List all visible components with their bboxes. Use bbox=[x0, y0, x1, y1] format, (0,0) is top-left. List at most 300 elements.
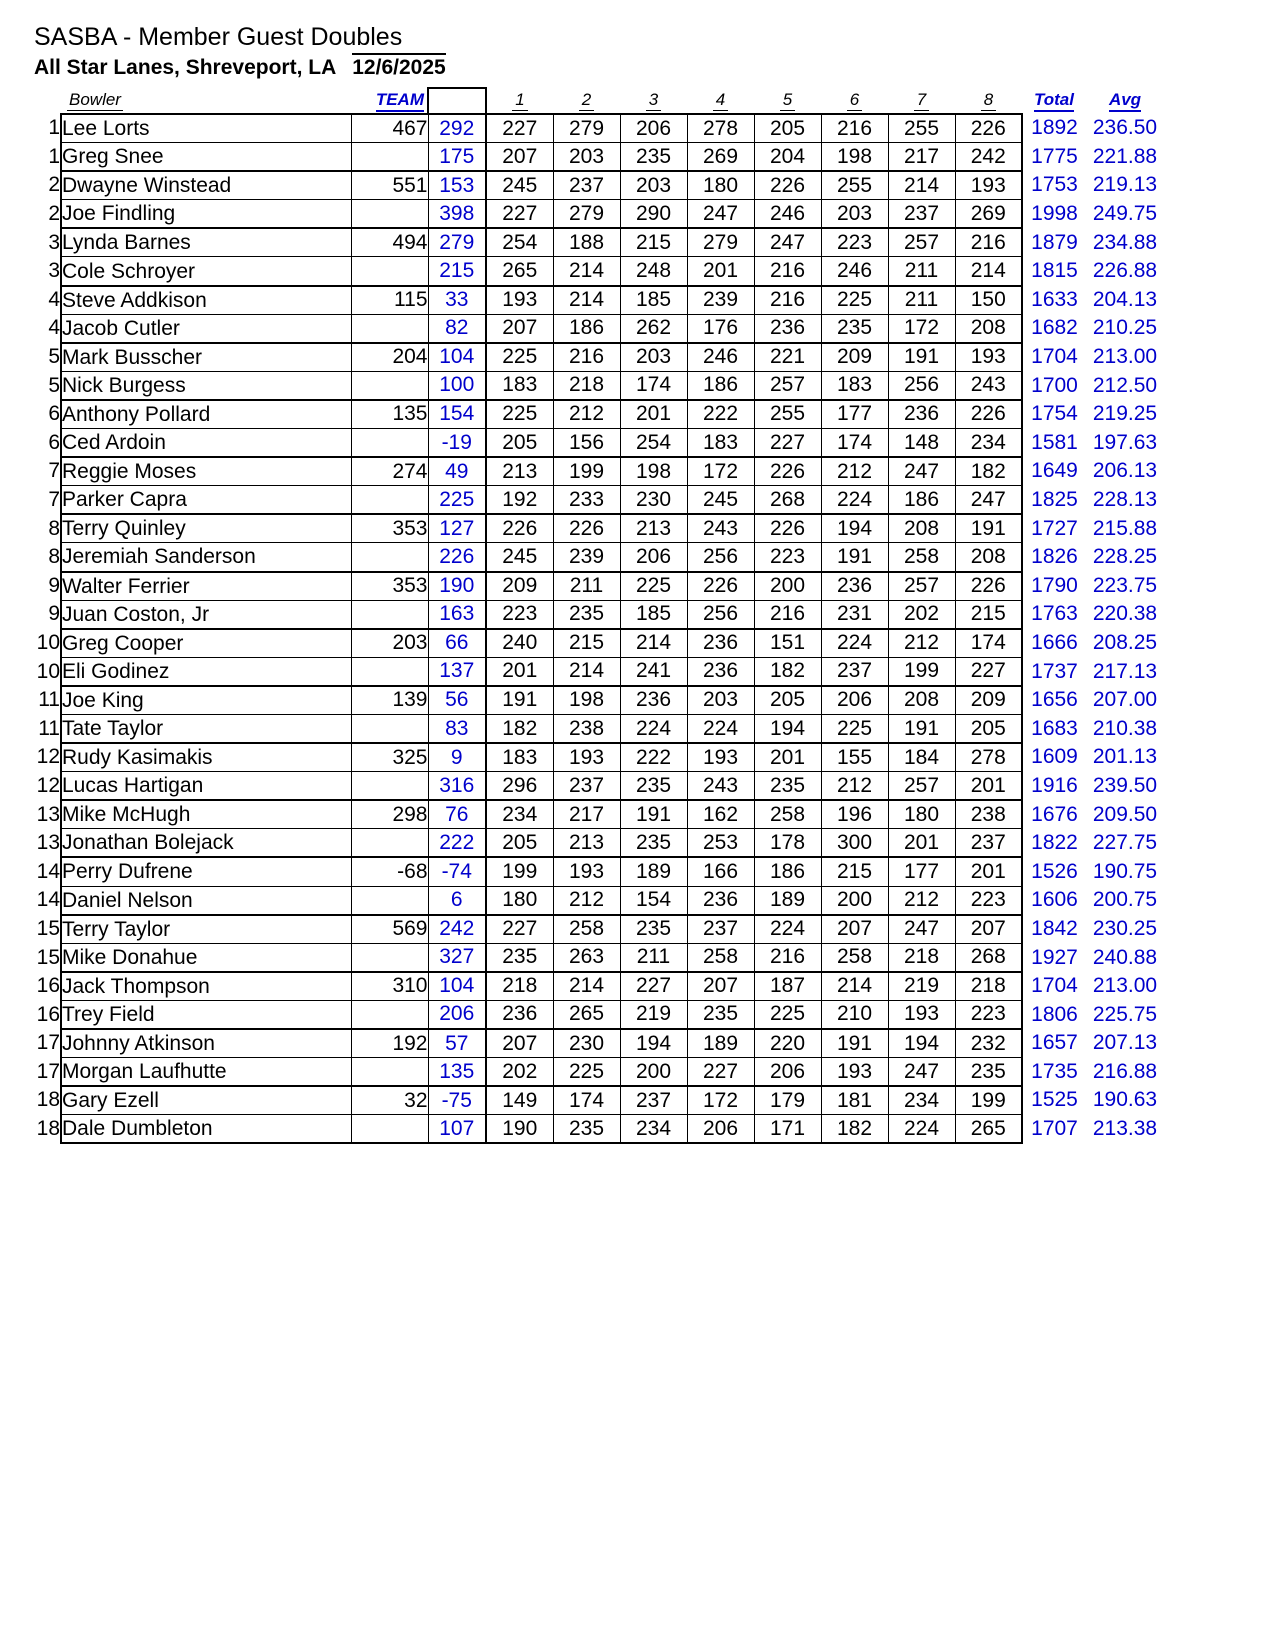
game-score-3: 235 bbox=[620, 829, 687, 858]
game-score-4: 166 bbox=[687, 857, 754, 886]
handicap-value: 6 bbox=[428, 886, 486, 915]
row-rank: 16 bbox=[36, 974, 60, 998]
total-score: 1606 bbox=[1031, 888, 1078, 912]
row-rank: 7 bbox=[48, 488, 60, 512]
game-score-1: 245 bbox=[486, 171, 553, 200]
game-score-2: 214 bbox=[553, 257, 620, 286]
handicap-value: 107 bbox=[428, 1115, 486, 1144]
handicap-value: 154 bbox=[428, 400, 486, 429]
game-score-3: 203 bbox=[620, 343, 687, 372]
game-score-3: 237 bbox=[620, 1086, 687, 1115]
handicap-value: -19 bbox=[428, 429, 486, 458]
game-score-1: 192 bbox=[486, 486, 553, 515]
game-score-1: 183 bbox=[486, 743, 553, 772]
game-score-2: 193 bbox=[553, 743, 620, 772]
game-score-7: 257 bbox=[888, 572, 955, 601]
game-score-5: 189 bbox=[754, 886, 821, 915]
game-score-6: 300 bbox=[821, 829, 888, 858]
game-score-1: 207 bbox=[486, 143, 553, 172]
game-score-7: 211 bbox=[888, 257, 955, 286]
table-row bbox=[33, 200, 1164, 229]
game-score-5: 206 bbox=[754, 1058, 821, 1087]
row-rank: 9 bbox=[48, 573, 60, 597]
game-score-6: 212 bbox=[821, 457, 888, 486]
game-score-1: 193 bbox=[486, 286, 553, 315]
total-score: 1609 bbox=[1031, 745, 1078, 769]
game-score-6: 225 bbox=[821, 714, 888, 743]
game-score-2: 233 bbox=[553, 486, 620, 515]
team-score: 135 bbox=[351, 400, 428, 429]
game-score-6: 237 bbox=[821, 657, 888, 686]
game-score-8: 193 bbox=[955, 171, 1022, 200]
row-rank: 6 bbox=[48, 430, 60, 454]
game-score-6: 183 bbox=[821, 371, 888, 400]
row-rank: 17 bbox=[36, 1059, 60, 1083]
game-score-4: 237 bbox=[687, 915, 754, 944]
table-row bbox=[33, 228, 1164, 257]
game-score-8: 227 bbox=[955, 657, 1022, 686]
table-row bbox=[33, 314, 1164, 343]
game-score-6: 214 bbox=[821, 972, 888, 1001]
game-score-2: 214 bbox=[553, 972, 620, 1001]
game-score-1: 245 bbox=[486, 543, 553, 572]
game-score-6: 246 bbox=[821, 257, 888, 286]
team-score: -68 bbox=[351, 857, 428, 886]
game-score-6: 235 bbox=[821, 314, 888, 343]
game-score-2: 217 bbox=[553, 800, 620, 829]
total-score: 1657 bbox=[1031, 1031, 1078, 1055]
average-score: 219.13 bbox=[1092, 173, 1158, 197]
row-rank: 5 bbox=[48, 373, 60, 397]
game-score-3: 200 bbox=[620, 1058, 687, 1087]
game-score-1: 149 bbox=[486, 1086, 553, 1115]
row-rank: 8 bbox=[48, 516, 60, 540]
bowler-name: Terry Taylor bbox=[61, 915, 351, 944]
handicap-value: 127 bbox=[428, 514, 486, 543]
game-score-7: 247 bbox=[888, 915, 955, 944]
table-row bbox=[33, 943, 1164, 972]
total-score: 1727 bbox=[1031, 516, 1078, 540]
game-score-7: 199 bbox=[888, 657, 955, 686]
game-score-5: 201 bbox=[754, 743, 821, 772]
header-handicap bbox=[428, 88, 486, 114]
team-score bbox=[351, 200, 428, 229]
game-score-5: 235 bbox=[754, 772, 821, 801]
game-score-2: 235 bbox=[553, 1115, 620, 1144]
game-score-8: 216 bbox=[955, 228, 1022, 257]
game-score-1: 227 bbox=[486, 200, 553, 229]
game-score-3: 235 bbox=[620, 143, 687, 172]
game-score-5: 246 bbox=[754, 200, 821, 229]
total-score: 1666 bbox=[1031, 630, 1078, 654]
team-score: 551 bbox=[351, 171, 428, 200]
bowler-name: Jack Thompson bbox=[61, 972, 351, 1001]
average-score: 219.25 bbox=[1092, 402, 1158, 426]
average-score: 197.63 bbox=[1092, 430, 1158, 454]
header-team-label: TEAM bbox=[376, 90, 424, 112]
bowler-name: Trey Field bbox=[61, 1000, 351, 1029]
game-score-7: 186 bbox=[888, 486, 955, 515]
game-score-6: 212 bbox=[821, 772, 888, 801]
game-score-8: 150 bbox=[955, 286, 1022, 315]
team-score bbox=[351, 486, 428, 515]
game-score-5: 178 bbox=[754, 829, 821, 858]
game-score-8: 237 bbox=[955, 829, 1022, 858]
handicap-value: 215 bbox=[428, 257, 486, 286]
game-score-2: 198 bbox=[553, 686, 620, 715]
bowler-name: Lynda Barnes bbox=[61, 228, 351, 257]
game-score-6: 194 bbox=[821, 514, 888, 543]
game-score-3: 191 bbox=[620, 800, 687, 829]
row-rank: 17 bbox=[36, 1031, 60, 1055]
game-score-4: 243 bbox=[687, 772, 754, 801]
game-score-6: 193 bbox=[821, 1058, 888, 1087]
bowler-name: Joe Findling bbox=[61, 200, 351, 229]
game-score-5: 179 bbox=[754, 1086, 821, 1115]
table-row bbox=[33, 543, 1164, 572]
team-score bbox=[351, 772, 428, 801]
handicap-value: 76 bbox=[428, 800, 486, 829]
header-game-2: 2 bbox=[553, 88, 620, 114]
bowler-name: Lee Lorts bbox=[61, 114, 351, 143]
bowler-name: Eli Godinez bbox=[61, 657, 351, 686]
average-score: 213.38 bbox=[1092, 1117, 1158, 1141]
scores-table bbox=[33, 87, 1165, 1144]
total-score: 1998 bbox=[1031, 202, 1078, 226]
header-game-7: 7 bbox=[888, 88, 955, 114]
table-row bbox=[33, 486, 1164, 515]
bowler-name: Rudy Kasimakis bbox=[61, 743, 351, 772]
team-score: 353 bbox=[351, 572, 428, 601]
average-score: 213.00 bbox=[1092, 345, 1158, 369]
game-score-2: 239 bbox=[553, 543, 620, 572]
game-score-5: 220 bbox=[754, 1029, 821, 1058]
total-score: 1682 bbox=[1031, 316, 1078, 340]
row-rank: 13 bbox=[36, 802, 60, 826]
game-score-7: 236 bbox=[888, 400, 955, 429]
average-score: 226.88 bbox=[1092, 259, 1158, 283]
game-score-4: 172 bbox=[687, 1086, 754, 1115]
game-score-8: 226 bbox=[955, 400, 1022, 429]
total-score: 1825 bbox=[1031, 488, 1078, 512]
handicap-value: 279 bbox=[428, 228, 486, 257]
handicap-value: 398 bbox=[428, 200, 486, 229]
row-rank: 18 bbox=[36, 1088, 60, 1112]
game-score-3: 215 bbox=[620, 228, 687, 257]
header-team bbox=[351, 88, 428, 114]
total-score: 1753 bbox=[1031, 173, 1078, 197]
game-score-5: 205 bbox=[754, 686, 821, 715]
game-score-1: 225 bbox=[486, 400, 553, 429]
total-score: 1842 bbox=[1031, 916, 1078, 940]
game-score-7: 201 bbox=[888, 829, 955, 858]
average-score: 228.25 bbox=[1092, 545, 1158, 569]
row-rank: 13 bbox=[36, 831, 60, 855]
table-row bbox=[33, 600, 1164, 629]
game-score-4: 243 bbox=[687, 514, 754, 543]
total-score: 1822 bbox=[1031, 831, 1078, 855]
game-score-1: 223 bbox=[486, 600, 553, 629]
team-score bbox=[351, 600, 428, 629]
game-score-7: 208 bbox=[888, 514, 955, 543]
row-rank: 11 bbox=[38, 716, 60, 740]
average-score: 221.88 bbox=[1092, 144, 1158, 168]
game-score-5: 226 bbox=[754, 514, 821, 543]
team-score: 32 bbox=[351, 1086, 428, 1115]
team-score bbox=[351, 143, 428, 172]
game-score-5: 171 bbox=[754, 1115, 821, 1144]
game-score-3: 185 bbox=[620, 600, 687, 629]
bowler-name: Mike Donahue bbox=[61, 943, 351, 972]
row-rank: 18 bbox=[36, 1117, 60, 1141]
game-score-6: 177 bbox=[821, 400, 888, 429]
total-score: 1683 bbox=[1031, 716, 1078, 740]
game-score-5: 216 bbox=[754, 286, 821, 315]
average-score: 223.75 bbox=[1092, 573, 1158, 597]
game-score-8: 201 bbox=[955, 857, 1022, 886]
team-score bbox=[351, 257, 428, 286]
game-score-2: 188 bbox=[553, 228, 620, 257]
average-score: 213.00 bbox=[1092, 974, 1158, 998]
total-score: 1700 bbox=[1031, 373, 1078, 397]
game-score-6: 174 bbox=[821, 429, 888, 458]
game-score-7: 247 bbox=[888, 457, 955, 486]
bowler-name: Nick Burgess bbox=[61, 371, 351, 400]
team-score: 139 bbox=[351, 686, 428, 715]
total-score: 1790 bbox=[1031, 573, 1078, 597]
game-score-8: 223 bbox=[955, 886, 1022, 915]
game-score-8: 214 bbox=[955, 257, 1022, 286]
game-score-8: 226 bbox=[955, 572, 1022, 601]
game-score-3: 211 bbox=[620, 943, 687, 972]
game-score-1: 226 bbox=[486, 514, 553, 543]
bowler-name: Johnny Atkinson bbox=[61, 1029, 351, 1058]
game-score-2: 186 bbox=[553, 314, 620, 343]
row-rank: 10 bbox=[36, 630, 60, 654]
game-score-6: 198 bbox=[821, 143, 888, 172]
game-score-3: 262 bbox=[620, 314, 687, 343]
table-row bbox=[33, 800, 1164, 829]
row-rank: 14 bbox=[36, 859, 60, 883]
game-score-5: 223 bbox=[754, 543, 821, 572]
row-rank: 3 bbox=[48, 230, 60, 254]
bowler-name: Dale Dumbleton bbox=[61, 1115, 351, 1144]
game-score-1: 218 bbox=[486, 972, 553, 1001]
table-row bbox=[33, 915, 1164, 944]
game-score-2: 203 bbox=[553, 143, 620, 172]
game-score-5: 221 bbox=[754, 343, 821, 372]
game-score-6: 191 bbox=[821, 543, 888, 572]
handicap-value: 49 bbox=[428, 457, 486, 486]
game-score-2: 225 bbox=[553, 1058, 620, 1087]
game-score-7: 224 bbox=[888, 1115, 955, 1144]
game-score-6: 224 bbox=[821, 486, 888, 515]
row-rank: 2 bbox=[48, 202, 60, 226]
table-row bbox=[33, 972, 1164, 1001]
average-score: 204.13 bbox=[1092, 287, 1158, 311]
game-score-3: 227 bbox=[620, 972, 687, 1001]
average-score: 225.75 bbox=[1092, 1002, 1158, 1026]
game-score-1: 234 bbox=[486, 800, 553, 829]
game-score-3: 206 bbox=[620, 114, 687, 143]
row-rank: 1 bbox=[48, 116, 60, 140]
bowler-name: Morgan Laufhutte bbox=[61, 1058, 351, 1087]
header-avg: Avg bbox=[1086, 88, 1164, 114]
total-score: 1633 bbox=[1031, 287, 1078, 311]
game-score-7: 212 bbox=[888, 629, 955, 658]
game-score-6: 182 bbox=[821, 1115, 888, 1144]
game-score-4: 186 bbox=[687, 371, 754, 400]
bowler-name: Cole Schroyer bbox=[61, 257, 351, 286]
team-score: 353 bbox=[351, 514, 428, 543]
game-score-4: 278 bbox=[687, 114, 754, 143]
header-game-3: 3 bbox=[620, 88, 687, 114]
average-score: 236.50 bbox=[1092, 116, 1158, 140]
game-score-1: 207 bbox=[486, 314, 553, 343]
handicap-value: 225 bbox=[428, 486, 486, 515]
game-score-1: 240 bbox=[486, 629, 553, 658]
table-row bbox=[33, 1029, 1164, 1058]
table-row bbox=[33, 286, 1164, 315]
bowler-name: Jeremiah Sanderson bbox=[61, 543, 351, 572]
game-score-4: 201 bbox=[687, 257, 754, 286]
average-score: 207.13 bbox=[1092, 1031, 1158, 1055]
game-score-5: 247 bbox=[754, 228, 821, 257]
game-score-6: 258 bbox=[821, 943, 888, 972]
game-score-5: 187 bbox=[754, 972, 821, 1001]
handicap-value: 190 bbox=[428, 572, 486, 601]
game-score-5: 182 bbox=[754, 657, 821, 686]
team-score bbox=[351, 371, 428, 400]
game-score-1: 190 bbox=[486, 1115, 553, 1144]
game-score-8: 218 bbox=[955, 972, 1022, 1001]
game-score-7: 234 bbox=[888, 1086, 955, 1115]
game-score-1: 207 bbox=[486, 1029, 553, 1058]
game-score-7: 219 bbox=[888, 972, 955, 1001]
game-score-3: 201 bbox=[620, 400, 687, 429]
team-score bbox=[351, 1115, 428, 1144]
row-rank: 5 bbox=[48, 345, 60, 369]
game-score-6: 191 bbox=[821, 1029, 888, 1058]
game-score-2: 214 bbox=[553, 286, 620, 315]
game-score-6: 255 bbox=[821, 171, 888, 200]
game-score-5: 224 bbox=[754, 915, 821, 944]
game-score-6: 224 bbox=[821, 629, 888, 658]
game-score-3: 189 bbox=[620, 857, 687, 886]
team-score bbox=[351, 429, 428, 458]
header-game-4: 4 bbox=[687, 88, 754, 114]
game-score-8: 207 bbox=[955, 915, 1022, 944]
game-score-6: 231 bbox=[821, 600, 888, 629]
team-score: 274 bbox=[351, 457, 428, 486]
game-score-3: 224 bbox=[620, 714, 687, 743]
game-score-4: 183 bbox=[687, 429, 754, 458]
game-score-1: 235 bbox=[486, 943, 553, 972]
bowler-name: Reggie Moses bbox=[61, 457, 351, 486]
game-score-4: 256 bbox=[687, 543, 754, 572]
game-score-8: 268 bbox=[955, 943, 1022, 972]
table-row bbox=[33, 343, 1164, 372]
team-score: 569 bbox=[351, 915, 428, 944]
event-date: 12/6/2025 bbox=[352, 53, 445, 81]
game-score-4: 258 bbox=[687, 943, 754, 972]
average-score: 217.13 bbox=[1092, 659, 1158, 683]
header-game-6: 6 bbox=[821, 88, 888, 114]
game-score-3: 194 bbox=[620, 1029, 687, 1058]
handicap-value: 104 bbox=[428, 343, 486, 372]
team-score bbox=[351, 657, 428, 686]
average-score: 228.13 bbox=[1092, 488, 1158, 512]
game-score-6: 155 bbox=[821, 743, 888, 772]
game-score-2: 279 bbox=[553, 200, 620, 229]
game-score-3: 254 bbox=[620, 429, 687, 458]
game-score-5: 186 bbox=[754, 857, 821, 886]
table-row bbox=[33, 114, 1164, 143]
game-score-4: 180 bbox=[687, 171, 754, 200]
game-score-7: 257 bbox=[888, 772, 955, 801]
table-row bbox=[33, 657, 1164, 686]
row-rank: 14 bbox=[36, 888, 60, 912]
header-row bbox=[33, 88, 1164, 114]
game-score-3: 213 bbox=[620, 514, 687, 543]
game-score-1: 227 bbox=[486, 114, 553, 143]
average-score: 249.75 bbox=[1092, 202, 1158, 226]
average-score: 227.75 bbox=[1092, 831, 1158, 855]
game-score-1: 201 bbox=[486, 657, 553, 686]
header-game-5: 5 bbox=[754, 88, 821, 114]
table-row bbox=[33, 257, 1164, 286]
game-score-7: 211 bbox=[888, 286, 955, 315]
game-score-8: 208 bbox=[955, 314, 1022, 343]
total-score: 1815 bbox=[1031, 259, 1078, 283]
game-score-4: 227 bbox=[687, 1058, 754, 1087]
game-score-7: 148 bbox=[888, 429, 955, 458]
header-total: Total bbox=[1022, 88, 1086, 114]
total-score: 1927 bbox=[1031, 945, 1078, 969]
game-score-8: 226 bbox=[955, 114, 1022, 143]
table-row bbox=[33, 886, 1164, 915]
game-score-3: 236 bbox=[620, 686, 687, 715]
game-score-1: 265 bbox=[486, 257, 553, 286]
row-rank: 16 bbox=[36, 1002, 60, 1026]
game-score-2: 214 bbox=[553, 657, 620, 686]
game-score-1: 225 bbox=[486, 343, 553, 372]
game-score-5: 255 bbox=[754, 400, 821, 429]
game-score-4: 256 bbox=[687, 600, 754, 629]
game-score-5: 216 bbox=[754, 943, 821, 972]
game-score-5: 200 bbox=[754, 572, 821, 601]
bowler-name: Daniel Nelson bbox=[61, 886, 351, 915]
table-row bbox=[33, 1086, 1164, 1115]
game-score-4: 224 bbox=[687, 714, 754, 743]
table-row bbox=[33, 686, 1164, 715]
game-score-2: 174 bbox=[553, 1086, 620, 1115]
game-score-4: 193 bbox=[687, 743, 754, 772]
table-row bbox=[33, 1115, 1164, 1144]
game-score-7: 237 bbox=[888, 200, 955, 229]
total-score: 1735 bbox=[1031, 1059, 1078, 1083]
game-score-7: 247 bbox=[888, 1058, 955, 1087]
game-score-6: 200 bbox=[821, 886, 888, 915]
handicap-value: 316 bbox=[428, 772, 486, 801]
game-score-8: 223 bbox=[955, 1000, 1022, 1029]
game-score-8: 242 bbox=[955, 143, 1022, 172]
total-score: 1676 bbox=[1031, 802, 1078, 826]
table-row bbox=[33, 1000, 1164, 1029]
table-row bbox=[33, 772, 1164, 801]
game-score-3: 174 bbox=[620, 371, 687, 400]
handicap-value: 33 bbox=[428, 286, 486, 315]
